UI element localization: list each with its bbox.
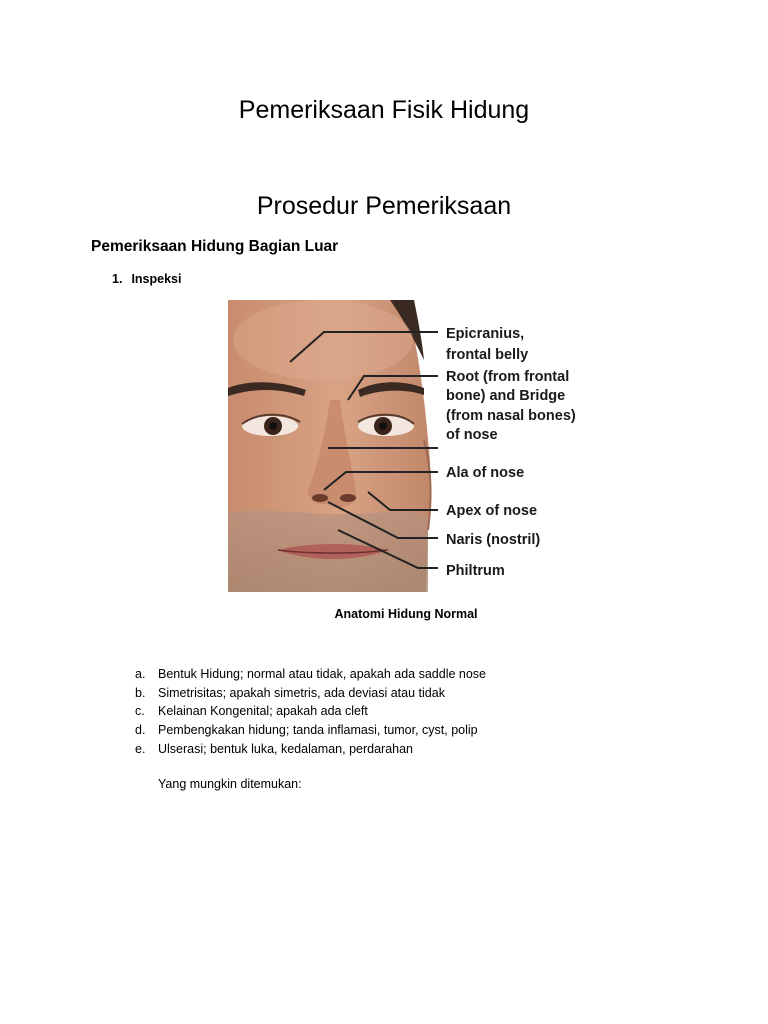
list-marker: e. [135,741,146,756]
face-photo [228,300,431,592]
list-item [135,702,486,721]
page-subtitle: Prosedur Pemeriksaan [256,192,512,220]
list-text: Bentuk Hidung; normal atau tidak, apakah ada saddle nose [158,667,487,682]
list-text: Pembengkakan hidung; tanda inflamasi, tumor, cyst, polip [158,723,478,738]
list-marker: b. [135,685,146,700]
nose-anatomy-illustration [228,300,590,592]
list-item [135,721,486,740]
nose-anatomy-figure [228,300,590,592]
label-nasal-bones: (from nasal bones) [446,408,576,424]
list-item [135,665,486,684]
label-philtrum: Philtrum [446,563,505,579]
label-naris: Naris (nostril) [446,532,541,548]
step-number: 1. [112,272,123,286]
label-ala: Ala of nose [446,465,525,481]
list-marker: a. [135,667,146,682]
findings-label: Yang mungkin ditemukan: [158,777,302,791]
list-text: Kelainan Kongenital; apakah ada cleft [158,704,368,719]
label-root: Root (from frontal [446,369,570,385]
list-text: Ulserasi; bentuk luka, kedalaman, perdarahan [158,741,414,756]
list-text: Simetrisitas; apakah simetris, ada deviasi atau tidak [158,685,445,700]
eye-right [358,415,414,436]
figure-labels [446,326,576,579]
step-item [112,272,181,286]
inspection-checklist [135,665,486,758]
label-of-nose: of nose [446,427,498,443]
list-marker: d. [135,723,146,738]
label-bridge: bone) and Bridge [446,388,566,404]
page-title: Pemeriksaan Fisik Hidung [238,96,530,124]
section-heading: Pemeriksaan Hidung Bagian Luar [91,238,339,255]
list-item [135,684,486,703]
label-epicranius: Epicranius, [446,326,525,342]
figure-caption: Anatomi Hidung Normal [334,607,478,621]
step-label: Inspeksi [131,272,182,286]
label-frontal-belly: frontal belly [446,347,529,363]
list-item [135,739,486,758]
label-apex: Apex of nose [446,503,538,519]
list-marker: c. [135,704,145,719]
